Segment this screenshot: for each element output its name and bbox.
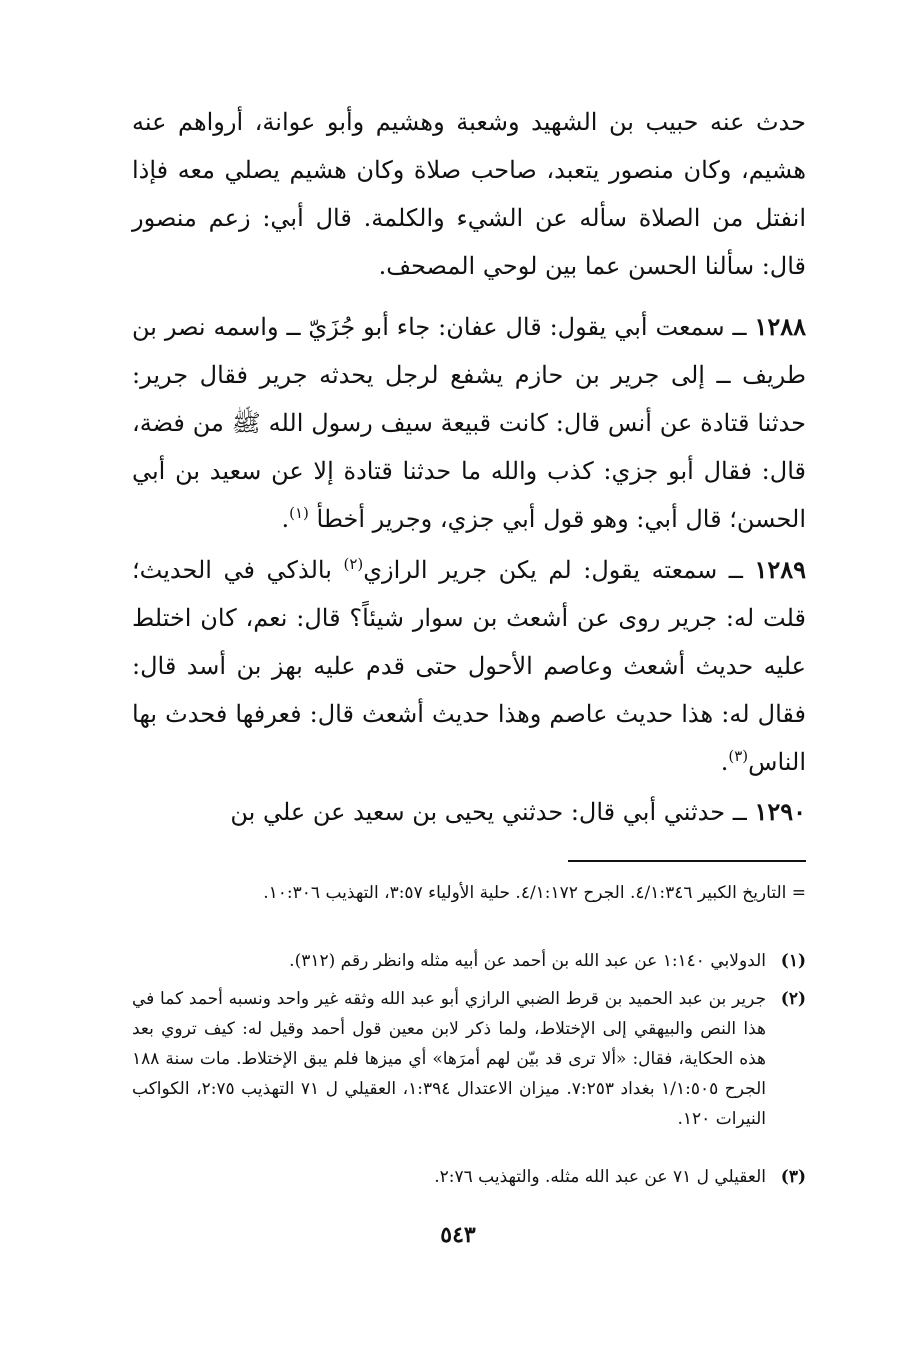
paragraph-text-a: ــ سمعته يقول: لم يكن جرير الرازي xyxy=(363,556,755,584)
footnote-2 xyxy=(132,984,806,1134)
paragraph-1290 xyxy=(132,788,806,836)
page-number: ٥٤٣ xyxy=(440,1222,476,1248)
footnote-ref-3[interactable]: (٣) xyxy=(728,747,749,765)
footnote-text: = التاريخ الكبير ٤/١:٣٤٦. الجرح ٤/١:١٧٢. حلية الأولياء ٣:٥٧، التهذيب ١٠:٣٠٦. xyxy=(263,883,806,903)
footnote-text: الدولابي ١:١٤٠ عن عبد الله بن أحمد عن أبيه مثله وانظر رقم (٣١٢). xyxy=(289,951,766,971)
footnote-1 xyxy=(132,946,806,976)
footnote-marker: (١) xyxy=(780,951,806,971)
paragraph-continuation xyxy=(132,98,806,290)
entry-number: ١٢٩٠ xyxy=(754,797,806,826)
footnote-marker: (٢) xyxy=(780,989,806,1009)
paragraph-text: ــ حدثني أبي قال: حدثني يحيى بن سعيد عن علي بن xyxy=(230,798,755,826)
footnote-separator xyxy=(568,860,806,862)
paragraph-end: . xyxy=(720,748,729,776)
footnote-3 xyxy=(132,1162,806,1192)
footnote-text: جرير بن عبد الحميد بن قرط الضبي الرازي أبو عبد الله وثقه غير واحد ونسبه أحمد كما في هذا النص والبيهقي إلى الإختلاط، ولما ذكر لابن معين قول أحمد وقيل له: كيف تروي بعد هذه الحكاية، فقال: «ألا ترى قد بيّن لهم أمرَها» أي ميزها فلم يبق الإختلاط. مات سنة ١٨٨ الجرح ١/١:٥٠٥ بغداد ٧:٢٥٣. ميزان الاعتدال ١:٣٩٤، العقيلي ل ٧١ التهذيب ٢:٧٥، الكواكب النيرات ١٢٠. xyxy=(132,989,766,1129)
footnote-continuation xyxy=(132,878,806,908)
paragraph-text: ــ سمعت أبي يقول: قال عفان: جاء أبو جُزَيّ ــ واسمه نصر بن طريف ــ إلى جرير بن حازم يشفع لرجل يحدثه جرير فقال جرير: حدثنا قتادة عن أنس قال: كانت قبيعة سيف رسول الله ﷺ من فضة، قال: فقال أبو جزي: كذب والله ما حدثنا قتادة إلا عن سعيد بن أبي الحسن؛ قال أبي: وهو قول أبي جزي، وجرير أخطأ xyxy=(132,313,806,533)
paragraph-text-b: بالذكي في الحديث؛ قلت له: جرير روى عن أشعث بن سوار شيئاً؟ قال: نعم، كان اختلط عليه حديث أشعث وعاصم الأحول حتى قدم عليه بهز بن أسد قال: فقال له: هذا حديث عاصم وهذا حديث أشعث قال: فعرفها فحدث بها الناس xyxy=(132,556,807,776)
footnote-ref-1[interactable]: (١) xyxy=(289,504,309,522)
footnote-text: العقيلي ل ٧١ عن عبد الله مثله. والتهذيب ٢:٧٦. xyxy=(434,1167,766,1187)
paragraph-1289 xyxy=(132,546,806,786)
entry-number: ١٢٨٩ xyxy=(754,555,806,584)
paragraph-text: حدث عنه حبيب بن الشهيد وشعبة وهشيم وأبو عوانة، أرواهم عنه هشيم، وكان منصور يتعبد، صاحب صلاة وكان هشيم يصلي معه فإذا انفتل من الصلاة سأله عن الشيء والكلمة. قال أبي: زعم منصور قال: سألنا الحسن عما بين لوحي المصحف. xyxy=(132,108,806,280)
paragraph-1288 xyxy=(132,303,806,543)
footnote-marker: (٣) xyxy=(780,1167,806,1187)
entry-number: ١٢٨٨ xyxy=(754,312,806,341)
footnote-ref-2[interactable]: (٢) xyxy=(343,555,364,573)
paragraph-end: . xyxy=(281,505,290,533)
